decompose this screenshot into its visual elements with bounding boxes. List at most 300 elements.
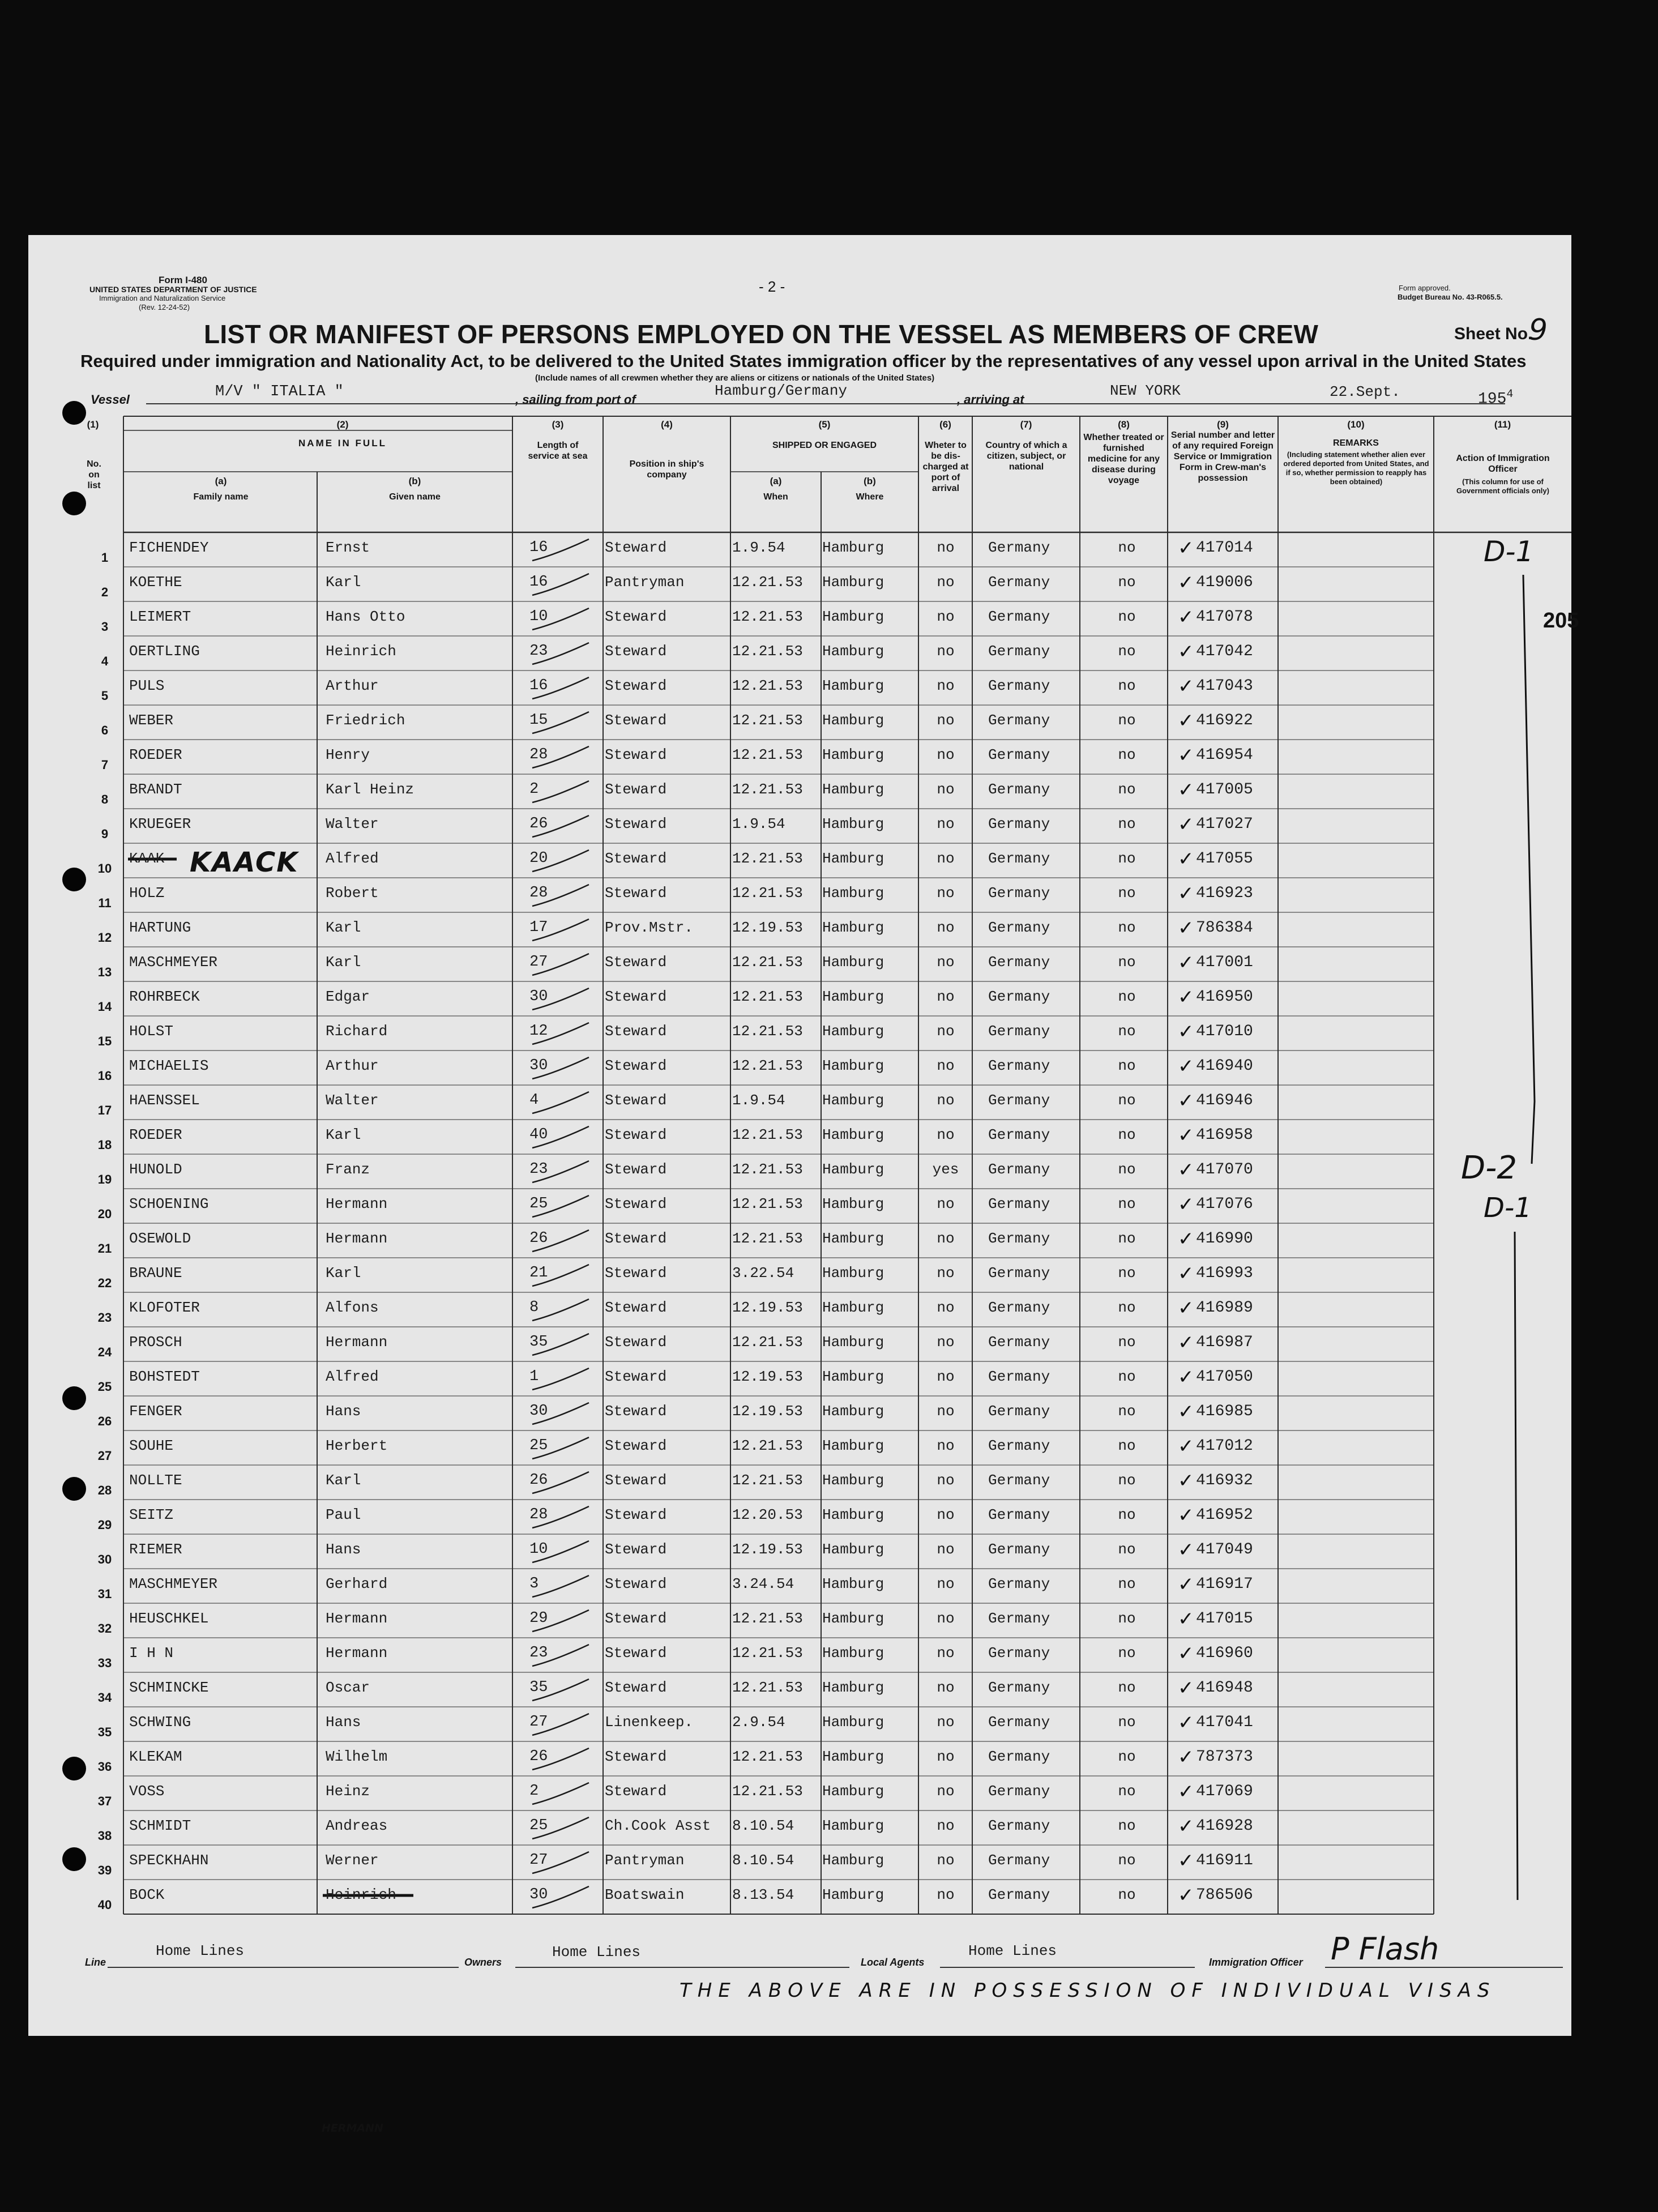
medicine: no: [1118, 1886, 1136, 1903]
row-number: 35: [97, 1725, 112, 1739]
shipped-where: Hamburg: [822, 885, 884, 902]
serial-number: 416946: [1196, 1092, 1253, 1109]
discharge: no: [937, 1783, 955, 1800]
discharge: no: [937, 1541, 955, 1558]
position: Steward: [605, 1230, 667, 1247]
shipped-when: 12.21.53: [732, 781, 803, 798]
col2b-title: Given name: [389, 492, 441, 502]
position: Steward: [605, 1748, 667, 1765]
family-name: SOUHE: [129, 1437, 174, 1454]
pencil-tick: [532, 1299, 589, 1321]
service-years: 25: [529, 1817, 548, 1834]
serial-number: 417012: [1196, 1437, 1253, 1455]
medicine: no: [1118, 608, 1136, 625]
owners-underline: [515, 1967, 849, 1968]
check-mark-icon: ✓: [1178, 1193, 1194, 1216]
discharge: no: [937, 1403, 955, 1420]
row-number: 24: [97, 1345, 112, 1359]
position: Steward: [605, 643, 667, 660]
family-name: BOCK: [129, 1886, 165, 1903]
form-title: LIST OR MANIFEST OF PERSONS EMPLOYED ON THE VESSEL AS MEMBERS OF CREW: [204, 319, 1319, 349]
discharge: no: [937, 954, 955, 971]
col11-note: (This column for use of Government officials only): [1456, 477, 1549, 495]
given-name: Hermann: [326, 1645, 388, 1662]
family-name: HUNOLD: [129, 1161, 182, 1178]
family-name: SPECKHAHN: [129, 1852, 209, 1869]
family-name: MICHAELIS: [129, 1057, 209, 1074]
row-number: 2: [101, 585, 109, 599]
shipped-where: Hamburg: [822, 608, 884, 625]
discharge: no: [937, 643, 955, 660]
discharge: no: [937, 1506, 955, 1523]
col6-title: Wheter to be dis-charged at port of arrival: [922, 441, 969, 493]
agents-label: Local Agents: [861, 1957, 925, 1968]
shipped-when: 12.21.53: [732, 1195, 803, 1212]
service-years: 25: [529, 1437, 548, 1454]
service-years: 30: [529, 1886, 548, 1903]
country: Germany: [988, 1437, 1050, 1454]
check-mark-icon: ✓: [1178, 1677, 1194, 1699]
serial-number: 417005: [1196, 781, 1253, 798]
shipped-where: Hamburg: [822, 1472, 884, 1489]
country: Germany: [988, 1886, 1050, 1903]
check-mark-icon: ✓: [1178, 1055, 1194, 1078]
family-name: MASCHMEYER: [129, 1575, 218, 1592]
line-value: Home Lines: [156, 1942, 245, 1959]
serial-number: 416958: [1196, 1126, 1253, 1144]
serial-number: 416990: [1196, 1230, 1253, 1248]
family-name: PROSCH: [129, 1334, 182, 1351]
check-mark-icon: ✓: [1178, 1884, 1194, 1907]
col1-number: (1): [87, 419, 99, 430]
shipped-when: 12.21.53: [732, 1437, 803, 1454]
check-mark-icon: ✓: [1178, 1539, 1194, 1561]
country: Germany: [988, 885, 1050, 902]
family-name: I H N: [129, 1645, 174, 1662]
check-mark-icon: ✓: [1178, 1262, 1194, 1285]
arrival-date: 22.Sept.: [1330, 383, 1400, 400]
country: Germany: [988, 746, 1050, 763]
position: Linenkeep.: [605, 1714, 694, 1731]
serial-number: 416922: [1196, 712, 1253, 729]
country: Germany: [988, 1817, 1050, 1834]
given-name: Ernst: [326, 539, 370, 556]
serial-number: 417041: [1196, 1714, 1253, 1731]
given-name: Alfons: [326, 1299, 379, 1316]
position: Ch.Cook Asst: [605, 1817, 711, 1834]
row-number: 17: [97, 1103, 112, 1117]
service-years: 1: [529, 1368, 539, 1385]
discharge: no: [937, 712, 955, 729]
discharge: no: [937, 1368, 955, 1385]
pencil-tick: [532, 1783, 589, 1804]
check-mark-icon: ✓: [1178, 1850, 1194, 1872]
serial-number: 417027: [1196, 815, 1253, 833]
shipped-where: Hamburg: [822, 1195, 884, 1212]
check-mark-icon: ✓: [1178, 675, 1194, 698]
position: Steward: [605, 1679, 667, 1696]
given-name: Robert: [326, 885, 379, 902]
col1-title: No. on list: [87, 459, 101, 490]
family-name: OERTLING: [129, 643, 200, 660]
country: Germany: [988, 1092, 1050, 1109]
check-mark-icon: ✓: [1178, 1470, 1194, 1492]
position: Steward: [605, 988, 667, 1005]
country: Germany: [988, 850, 1050, 867]
country: Germany: [988, 1783, 1050, 1800]
given-name: Alfred: [326, 850, 379, 867]
medicine: no: [1118, 850, 1136, 867]
family-name: WEBER: [129, 712, 174, 729]
sheet-number: 9: [1529, 313, 1548, 347]
medicine: no: [1118, 1645, 1136, 1662]
row-number: 6: [101, 723, 109, 737]
position: Steward: [605, 1057, 667, 1074]
col5-number: (5): [818, 419, 831, 430]
shipped-when: 12.21.53: [732, 1783, 803, 1800]
discharge: no: [937, 919, 955, 936]
medicine: no: [1118, 1748, 1136, 1765]
serial-number: 417043: [1196, 677, 1253, 695]
position: Steward: [605, 1299, 667, 1316]
shipped-when: 12.21.53: [732, 1023, 803, 1040]
shipped-where: Hamburg: [822, 850, 884, 867]
service-years: 40: [529, 1126, 548, 1143]
punch-hole: [62, 492, 86, 515]
country: Germany: [988, 954, 1050, 971]
pencil-tick: [532, 1575, 589, 1597]
given-name: Franz: [326, 1161, 370, 1178]
shipped-when: 12.21.53: [732, 1610, 803, 1627]
shipped-where: Hamburg: [822, 1506, 884, 1523]
col8-title: Whether treated or furnished medicine for any disease during voyage: [1083, 433, 1164, 485]
shipped-when: 12.19.53: [732, 1541, 803, 1558]
row-number: 13: [97, 965, 112, 979]
given-name: Karl: [326, 954, 361, 971]
country: Germany: [988, 574, 1050, 591]
row-number: 36: [97, 1760, 112, 1774]
family-name: KLEKAM: [129, 1748, 182, 1765]
given-name: Heinrich: [326, 1886, 396, 1903]
shipped-when: 12.20.53: [732, 1506, 803, 1523]
officer-label: Immigration Officer: [1209, 1957, 1303, 1968]
serial-number: 416954: [1196, 746, 1253, 764]
given-name: Werner: [326, 1852, 379, 1869]
shipped-when: 12.21.53: [732, 1334, 803, 1351]
arrival-year-prefix: 195: [1478, 390, 1507, 408]
shipped-when: 12.21.53: [732, 954, 803, 971]
shipped-where: Hamburg: [822, 1541, 884, 1558]
budget-bureau: Budget Bureau No. 43-R065.5.: [1398, 293, 1503, 301]
col2-title: NAME IN FULL: [298, 438, 387, 449]
row-number: 15: [97, 1034, 112, 1048]
row-number: 12: [97, 930, 112, 945]
row-number: 33: [97, 1656, 112, 1670]
country: Germany: [988, 1575, 1050, 1592]
check-mark-icon: ✓: [1178, 1642, 1194, 1665]
country: Germany: [988, 1610, 1050, 1627]
hermann-correction: HERMANN: [322, 2122, 383, 2134]
given-name: Hans: [326, 1403, 361, 1420]
discharge: no: [937, 539, 955, 556]
country: Germany: [988, 677, 1050, 694]
sailing-label: , sailing from port of: [515, 392, 636, 407]
shipped-where: Hamburg: [822, 1265, 884, 1282]
check-mark-icon: ✓: [1178, 1400, 1194, 1423]
given-name: Gerhard: [326, 1575, 388, 1592]
check-mark-icon: ✓: [1178, 710, 1194, 732]
discharge: no: [937, 746, 955, 763]
family-name: BOHSTEDT: [129, 1368, 200, 1385]
given-name: Paul: [326, 1506, 361, 1523]
position: Steward: [605, 1368, 667, 1385]
shipped-where: Hamburg: [822, 781, 884, 798]
col11-number: (11): [1494, 419, 1511, 430]
medicine: no: [1118, 643, 1136, 660]
shipped-where: Hamburg: [822, 1023, 884, 1040]
shipped-where: Hamburg: [822, 1057, 884, 1074]
owners-value: Home Lines: [552, 1944, 641, 1961]
shipped-where: Hamburg: [822, 1230, 884, 1247]
service-years: 30: [529, 1057, 548, 1074]
form-approved: Form approved.: [1399, 284, 1451, 292]
serial-number: 416952: [1196, 1506, 1253, 1524]
family-name: KAAK: [129, 850, 165, 867]
given-name: Alfred: [326, 1368, 379, 1385]
country: Germany: [988, 1230, 1050, 1247]
shipped-when: 3.24.54: [732, 1575, 794, 1592]
family-name: HOLZ: [129, 885, 165, 902]
check-mark-icon: ✓: [1178, 744, 1194, 767]
service-years: 28: [529, 1506, 548, 1523]
shipped-where: Hamburg: [822, 1852, 884, 1869]
row-number: 4: [101, 654, 109, 668]
discharge: no: [937, 781, 955, 798]
arriving-label: , arriving at: [957, 392, 1024, 407]
discharge: no: [937, 1126, 955, 1143]
country: Germany: [988, 815, 1050, 832]
serial-number: 416989: [1196, 1299, 1253, 1317]
serial-number: 416928: [1196, 1817, 1253, 1835]
shipped-when: 12.21.53: [732, 1748, 803, 1765]
check-mark-icon: ✓: [1178, 951, 1194, 974]
given-name: Wilhelm: [326, 1748, 388, 1765]
shipped-when: 12.21.53: [732, 988, 803, 1005]
check-mark-icon: ✓: [1178, 1090, 1194, 1112]
row-number: 9: [101, 827, 109, 841]
country: Germany: [988, 1506, 1050, 1523]
given-name: Friedrich: [326, 712, 405, 729]
given-name: Arthur: [326, 1057, 379, 1074]
position: Steward: [605, 712, 667, 729]
serial-number: 416985: [1196, 1403, 1253, 1420]
row-number: 21: [97, 1241, 112, 1256]
service-years: 26: [529, 1748, 548, 1765]
check-mark-icon: ✓: [1178, 640, 1194, 663]
row-number: 26: [97, 1414, 112, 1428]
position: Prov.Mstr.: [605, 919, 694, 936]
family-name: FICHENDEY: [129, 539, 209, 556]
medicine: no: [1118, 1265, 1136, 1282]
check-mark-icon: ✓: [1178, 1504, 1194, 1527]
family-name: ROEDER: [129, 746, 182, 763]
service-years: 29: [529, 1610, 548, 1627]
position: Steward: [605, 1265, 667, 1282]
country: Germany: [988, 1679, 1050, 1696]
given-name: Hans Otto: [326, 608, 405, 625]
serial-number: 786384: [1196, 919, 1253, 937]
check-mark-icon: ✓: [1178, 1573, 1194, 1596]
discharge: no: [937, 988, 955, 1005]
discharge: no: [937, 574, 955, 591]
country: Germany: [988, 643, 1050, 660]
discharge: no: [937, 1299, 955, 1316]
service-years: 26: [529, 1230, 548, 1247]
row-number: 29: [97, 1518, 112, 1532]
col11-title: Action of Immigration Officer: [1456, 454, 1550, 474]
country: Germany: [988, 712, 1050, 729]
service-years: 8: [529, 1299, 539, 1316]
serial-number: 417014: [1196, 539, 1253, 557]
medicine: no: [1118, 746, 1136, 763]
service-years: 27: [529, 1852, 548, 1869]
family-name: VOSS: [129, 1783, 165, 1800]
discharge: no: [937, 1886, 955, 1903]
medicine: no: [1118, 885, 1136, 902]
position: Pantryman: [605, 1852, 685, 1869]
check-mark-icon: ✓: [1178, 1711, 1194, 1734]
shipped-where: Hamburg: [822, 1161, 884, 1178]
shipped-when: 12.19.53: [732, 1368, 803, 1385]
serial-number: 787373: [1196, 1748, 1253, 1766]
family-name: BRANDT: [129, 781, 182, 798]
family-name: OSEWOLD: [129, 1230, 191, 1247]
serial-number: 416950: [1196, 988, 1253, 1006]
shipped-when: 12.21.53: [732, 574, 803, 591]
row-number: 25: [97, 1380, 112, 1394]
shipped-where: Hamburg: [822, 712, 884, 729]
discharge: no: [937, 1437, 955, 1454]
col4-title: Position in ship's company: [629, 459, 704, 480]
family-name: HOLST: [129, 1023, 174, 1040]
row-number: 34: [97, 1690, 112, 1705]
medicine: no: [1118, 677, 1136, 694]
shipped-when: 3.22.54: [732, 1265, 794, 1282]
serial-number: 416987: [1196, 1334, 1253, 1351]
position: Steward: [605, 1126, 667, 1143]
given-name: Hermann: [326, 1230, 388, 1247]
medicine: no: [1118, 988, 1136, 1005]
position: Boatswain: [605, 1886, 685, 1903]
shipped-where: Hamburg: [822, 815, 884, 832]
row-number: 7: [101, 758, 109, 772]
punch-hole: [62, 1386, 86, 1410]
discharge: no: [937, 1023, 955, 1040]
row-number: 38: [97, 1829, 112, 1843]
family-name: ROEDER: [129, 1126, 182, 1143]
col10-note: (Including statement whether alien ever ordered deported from United States, and if so, whether permission to reapply has been obtained): [1283, 450, 1429, 486]
shipped-where: Hamburg: [822, 1126, 884, 1143]
medicine: no: [1118, 1057, 1136, 1074]
serial-number: 416923: [1196, 885, 1253, 902]
shipped-where: Hamburg: [822, 954, 884, 971]
serial-number: 417050: [1196, 1368, 1253, 1386]
family-name: KLOFOTER: [129, 1299, 200, 1316]
service-years: 15: [529, 712, 548, 729]
given-name: Karl: [326, 1265, 361, 1282]
row-number: 1: [101, 550, 109, 565]
check-mark-icon: ✓: [1178, 848, 1194, 870]
punch-hole: [62, 1847, 86, 1871]
col5a-title: When: [763, 492, 788, 502]
family-name: HARTUNG: [129, 919, 191, 936]
discharge: no: [937, 1852, 955, 1869]
serial-number: 416993: [1196, 1265, 1253, 1282]
medicine: no: [1118, 1023, 1136, 1040]
shipped-where: Hamburg: [822, 1645, 884, 1662]
medicine: no: [1118, 1541, 1136, 1558]
serial-number: 417015: [1196, 1610, 1253, 1628]
country: Germany: [988, 1748, 1050, 1765]
punch-hole: [62, 1757, 86, 1780]
row-number: 10: [97, 861, 112, 876]
medicine: no: [1118, 539, 1136, 556]
position: Steward: [605, 1645, 667, 1662]
shipped-where: Hamburg: [822, 1783, 884, 1800]
discharge: no: [937, 1265, 955, 1282]
serial-number: 786506: [1196, 1886, 1253, 1904]
serial-number: 417076: [1196, 1195, 1253, 1213]
check-mark-icon: ✓: [1178, 917, 1194, 940]
shipped-where: Hamburg: [822, 574, 884, 591]
discharge: no: [937, 1230, 955, 1247]
row-number: 8: [101, 792, 109, 806]
col5b-title: Where: [856, 492, 884, 502]
col5a-letter: (a): [770, 476, 782, 486]
shipped-where: Hamburg: [822, 1817, 884, 1834]
family-name: SCHWING: [129, 1714, 191, 1731]
discharge: no: [937, 1679, 955, 1696]
check-mark-icon: ✓: [1178, 1815, 1194, 1838]
discharge: no: [937, 608, 955, 625]
service-years: 12: [529, 1023, 548, 1040]
medicine: no: [1118, 815, 1136, 832]
given-name: Heinz: [326, 1783, 370, 1800]
row-number: 5: [101, 689, 109, 703]
country: Germany: [988, 608, 1050, 625]
family-name: ROHRBECK: [129, 988, 200, 1005]
row-number: 16: [97, 1069, 112, 1083]
country: Germany: [988, 1299, 1050, 1316]
given-name: Heinrich: [326, 643, 396, 660]
country: Germany: [988, 1126, 1050, 1143]
family-name: MASCHMEYER: [129, 954, 218, 971]
row-number: 27: [97, 1449, 112, 1463]
discharge: no: [937, 1748, 955, 1765]
sheet-label: Sheet No.: [1454, 324, 1533, 343]
shipped-when: 12.21.53: [732, 1126, 803, 1143]
country: Germany: [988, 1334, 1050, 1351]
shipped-when: 12.21.53: [732, 608, 803, 625]
check-mark-icon: ✓: [1178, 1608, 1194, 1630]
shipped-when: 12.21.53: [732, 1161, 803, 1178]
action-d1-mid: D-1: [1484, 1192, 1532, 1224]
row-number: 18: [97, 1138, 112, 1152]
page-marker: - 2 -: [759, 278, 785, 295]
discharge: no: [937, 885, 955, 902]
serial-number: 416940: [1196, 1057, 1253, 1075]
check-mark-icon: ✓: [1178, 537, 1194, 560]
